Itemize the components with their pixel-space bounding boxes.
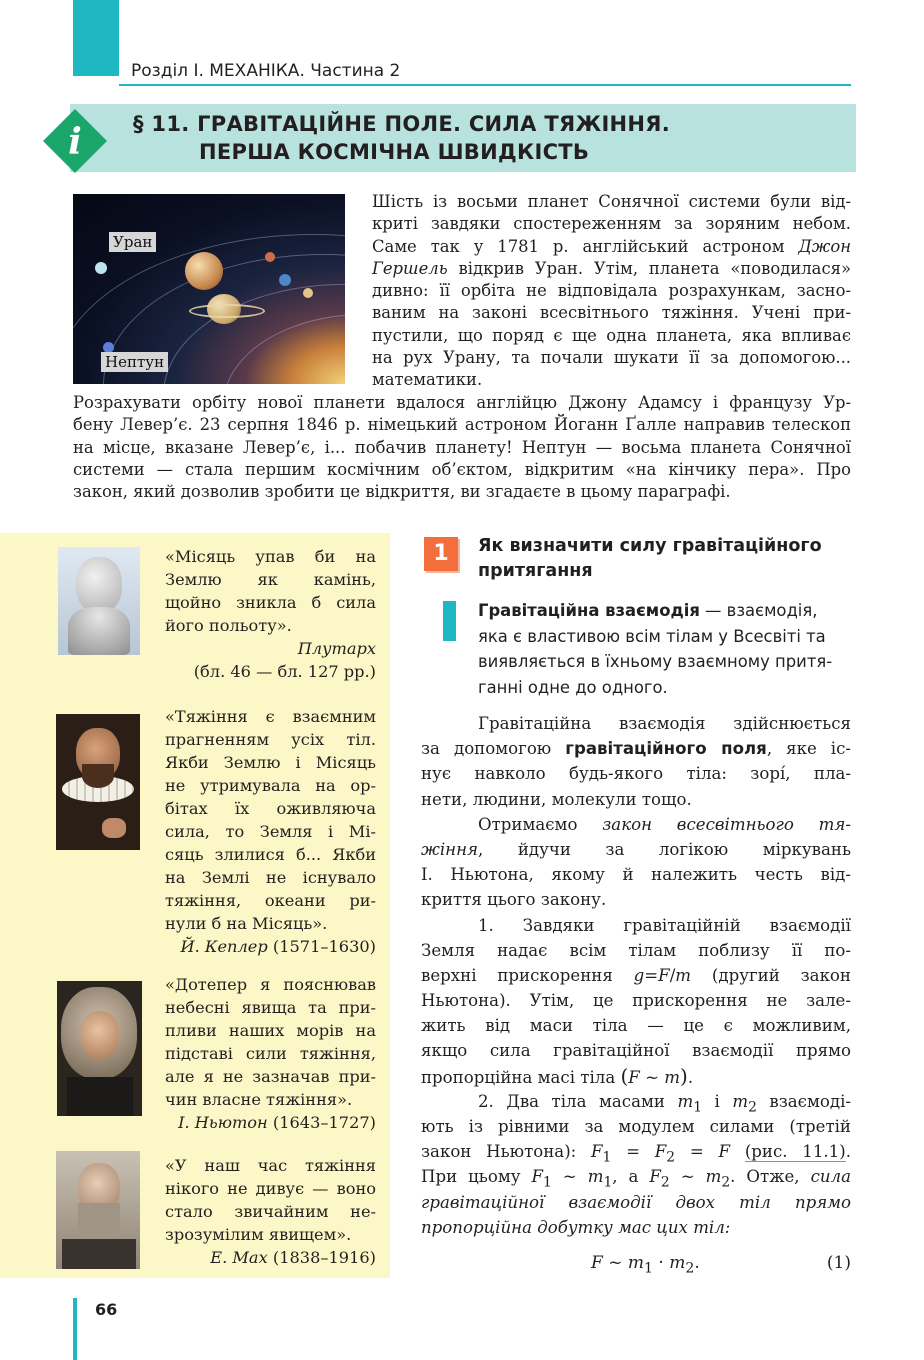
text-line: на місце, вказане Левер’є, і... побачив планету! Нептун — восьма планета Сонячної — [73, 437, 851, 457]
info-icon — [42, 108, 108, 174]
quote-line: але я не зазначав при- — [165, 1067, 376, 1086]
header-tab — [73, 0, 119, 76]
text-line: криття цього закону. — [421, 890, 607, 910]
text-line: 2. Два тіла масами $m_1$ і $m_2$ взаємоді- — [478, 1091, 851, 1116]
quote-line: нікого не дивує — воно — [165, 1179, 376, 1198]
quote-line: його польоту». — [165, 616, 292, 635]
quote-line: бітах їх оживляюча — [165, 799, 376, 818]
text-line: жить від маси тіла — це є можливим, — [421, 1016, 851, 1036]
quote-line: «У наш час тяжіння — [165, 1156, 376, 1175]
plutarch-portrait — [58, 547, 140, 655]
jupiter-planet — [185, 252, 223, 290]
neptune-label: Нептун — [101, 352, 168, 372]
quote-line: пливи наших морів на — [165, 1021, 376, 1040]
section-heading-line: притягання — [478, 561, 593, 581]
quote-line: Якби Землю і Місяць — [165, 753, 376, 772]
mach-portrait — [56, 1151, 140, 1269]
quote-line: сила, то Земля і Мі- — [165, 822, 376, 841]
footer-bar — [73, 1298, 77, 1360]
text-line: Шість із восьми планет Сонячної системи були від- — [372, 192, 851, 211]
formula-row — [421, 1253, 851, 1279]
running-title: Розділ І. МЕХАНІКА. Частина 2 — [131, 61, 401, 81]
text-line: ваним на законі всесвітнього тяжіння. Учені при- — [372, 303, 851, 323]
text-line: системи — стала першим космічним об’єктом, відкритим «на кінчику пера». Про — [73, 459, 851, 479]
definition-line: яка є властивою всім тілам у Всесвіті та — [478, 626, 826, 646]
section-number-badge — [424, 537, 458, 571]
quote-line: Землю як камінь, — [165, 570, 376, 589]
section-heading-line: Як визначити силу гравітаційного — [478, 536, 822, 556]
text-line: якщо сила гравітаційної взаємодії прямо — [421, 1041, 851, 1061]
main-text — [421, 711, 851, 1240]
info-icon-letter: i — [68, 121, 82, 163]
definition-line: Гравітаційна взаємодія — взаємодія, — [478, 601, 818, 620]
earth-planet — [279, 274, 291, 286]
uranus-planet — [95, 262, 107, 274]
text-line: Гравітаційна взаємодія здійснюється — [478, 714, 851, 733]
quote-line: «Тяжіння є взаємним — [165, 707, 376, 726]
intro-paragraph-bottom — [73, 392, 851, 503]
text-line: Саме так у 1781 р. англійський астроном Джон — [372, 236, 851, 256]
mars-planet — [265, 252, 275, 262]
text-line: Земля надає всім тілам поблизу її по- — [421, 940, 851, 960]
quote-line: не утримувала на ор- — [165, 776, 376, 795]
intro-paragraph-top — [372, 191, 851, 392]
header-rule — [119, 84, 851, 86]
text-line: І. Ньютона, якому й належить честь від- — [421, 865, 851, 885]
text-line: нує навколо будь-якого тіла: зорі́, пла- — [421, 764, 851, 784]
quote-mach — [165, 1154, 376, 1269]
page-number: 66 — [95, 1300, 118, 1319]
quotes-panel — [0, 533, 390, 1278]
text-line: Ньютона). Утім, це прискорення не зале- — [421, 991, 851, 1011]
quote-line: сяць злилися б... Якби — [165, 845, 376, 864]
text-line: пропорційна добутку мас цих тіл: — [421, 1217, 731, 1237]
section-title-line2: ПЕРША КОСМІЧНА ШВИДКІСТЬ — [199, 140, 590, 164]
text-line: ють із рівними за модулем силами (третій — [421, 1117, 851, 1136]
text-line: нети, людини, молекули тощо. — [421, 789, 692, 809]
text-line: за допомогою гравітаційного поля, яке іс- — [421, 739, 852, 759]
definition-line: ганні одне до одного. — [478, 677, 668, 697]
quote-line: на Землі не існувало — [165, 868, 376, 887]
text-line: гравітаційної взаємодії двох тіл прямо — [421, 1192, 851, 1212]
text-line: на рух Урану, та почали шукати її за допомогою... — [372, 348, 851, 368]
text-line: Отримаємо закон всесвітнього тя- — [478, 814, 852, 834]
section-number: 1 — [433, 541, 449, 566]
figure-reference-link[interactable]: (рис. 11.1) — [744, 1142, 846, 1162]
text-line: закон Ньютона): $F_1 = F_2 = F$ (рис. 11.1). — [421, 1142, 851, 1166]
quote-kepler — [165, 705, 376, 958]
text-line: криті завдяки спостереженням за зоряним небом. — [372, 214, 851, 234]
definition-marker — [443, 601, 456, 641]
quote-line: прагненням усіх тіл. — [165, 730, 376, 749]
text-line: бену Левер’є. 23 серпня 1846 р. німецький астроном Йоганн Ґалле направив телескоп — [73, 415, 851, 435]
definition-block — [478, 598, 851, 700]
uranus-label: Уран — [109, 232, 156, 252]
quote-newton — [165, 973, 376, 1134]
quote-line: «Дотепер я пояснював — [165, 975, 376, 994]
quote-line: стало звичайним не- — [165, 1202, 376, 1221]
quote-line: чин власне тяжіння». — [165, 1090, 353, 1109]
text-line: жіння, йдучи за логікою міркувань — [421, 839, 851, 859]
newton-portrait — [57, 981, 142, 1116]
text-line: закон, який дозволив зробити це відкриття, ви згадаєте в цьому параграфі. — [73, 482, 731, 502]
kepler-portrait — [56, 714, 140, 850]
quote-line: тяжіння, океани ри- — [165, 891, 376, 910]
quote-plutarch — [165, 545, 376, 683]
text-line: Розрахувати орбіту нової планети вдалося англійцю Джону Адамсу і французу Ур- — [73, 393, 851, 412]
saturn-ring — [189, 304, 265, 318]
text-line: пустили, що поряд є ще одна планета, яка впливає — [372, 325, 851, 345]
quote-line: небесні явища та при- — [165, 998, 376, 1017]
quote-line: зрозумілим явищем». — [165, 1225, 352, 1244]
section-heading — [478, 534, 822, 584]
quote-line: підставі сили тяжіння, — [165, 1044, 376, 1063]
definition-line: виявляється в їхньому взаємному притя- — [478, 652, 833, 671]
quote-line: щойно зникла б сила — [165, 593, 376, 612]
quote-author: І. Ньютон (1643–1727) — [178, 1113, 376, 1132]
section-title-line1: § 11. ГРАВІТАЦІЙНЕ ПОЛЕ. СИЛА ТЯЖІННЯ. — [133, 112, 671, 136]
quote-author: Плутарх — [297, 639, 376, 658]
solar-system-image — [73, 194, 345, 384]
text-line: 1. Завдяки гравітаційній взаємодії — [478, 915, 851, 935]
text-line: математики. — [372, 370, 483, 390]
formula-expression: F ~ $m_1 \cdot m_2$. — [591, 1253, 700, 1277]
definition-term: Гравітаційна взаємодія — [478, 601, 700, 620]
text-line: верхні прискорення g=F/m (другий закон — [421, 965, 851, 985]
quote-line: нули б на Місяць». — [165, 914, 328, 933]
text-line: дивно: її орбіта не відповідала розрахункам, засно- — [372, 281, 851, 301]
text-line: При цьому $F_1$ ~ $m_1$, а $F_2$ ~ $m_2$. Отже, сила — [421, 1167, 852, 1191]
quote-years: (бл. 46 — бл. 127 рр.) — [193, 662, 376, 681]
text-line: пропорційна масі тіла (F ~ m). — [421, 1063, 694, 1088]
venus-planet — [303, 288, 313, 298]
formula-number: (1) — [826, 1253, 851, 1273]
quote-line: «Місяць упав би на — [165, 547, 376, 566]
quote-author: Й. Кеплер (1571–1630) — [180, 937, 376, 956]
quote-author: Е. Мах (1838–1916) — [210, 1248, 376, 1267]
text-line: Гершель відкрив Уран. Утім, планета «поводилася» — [372, 258, 851, 278]
